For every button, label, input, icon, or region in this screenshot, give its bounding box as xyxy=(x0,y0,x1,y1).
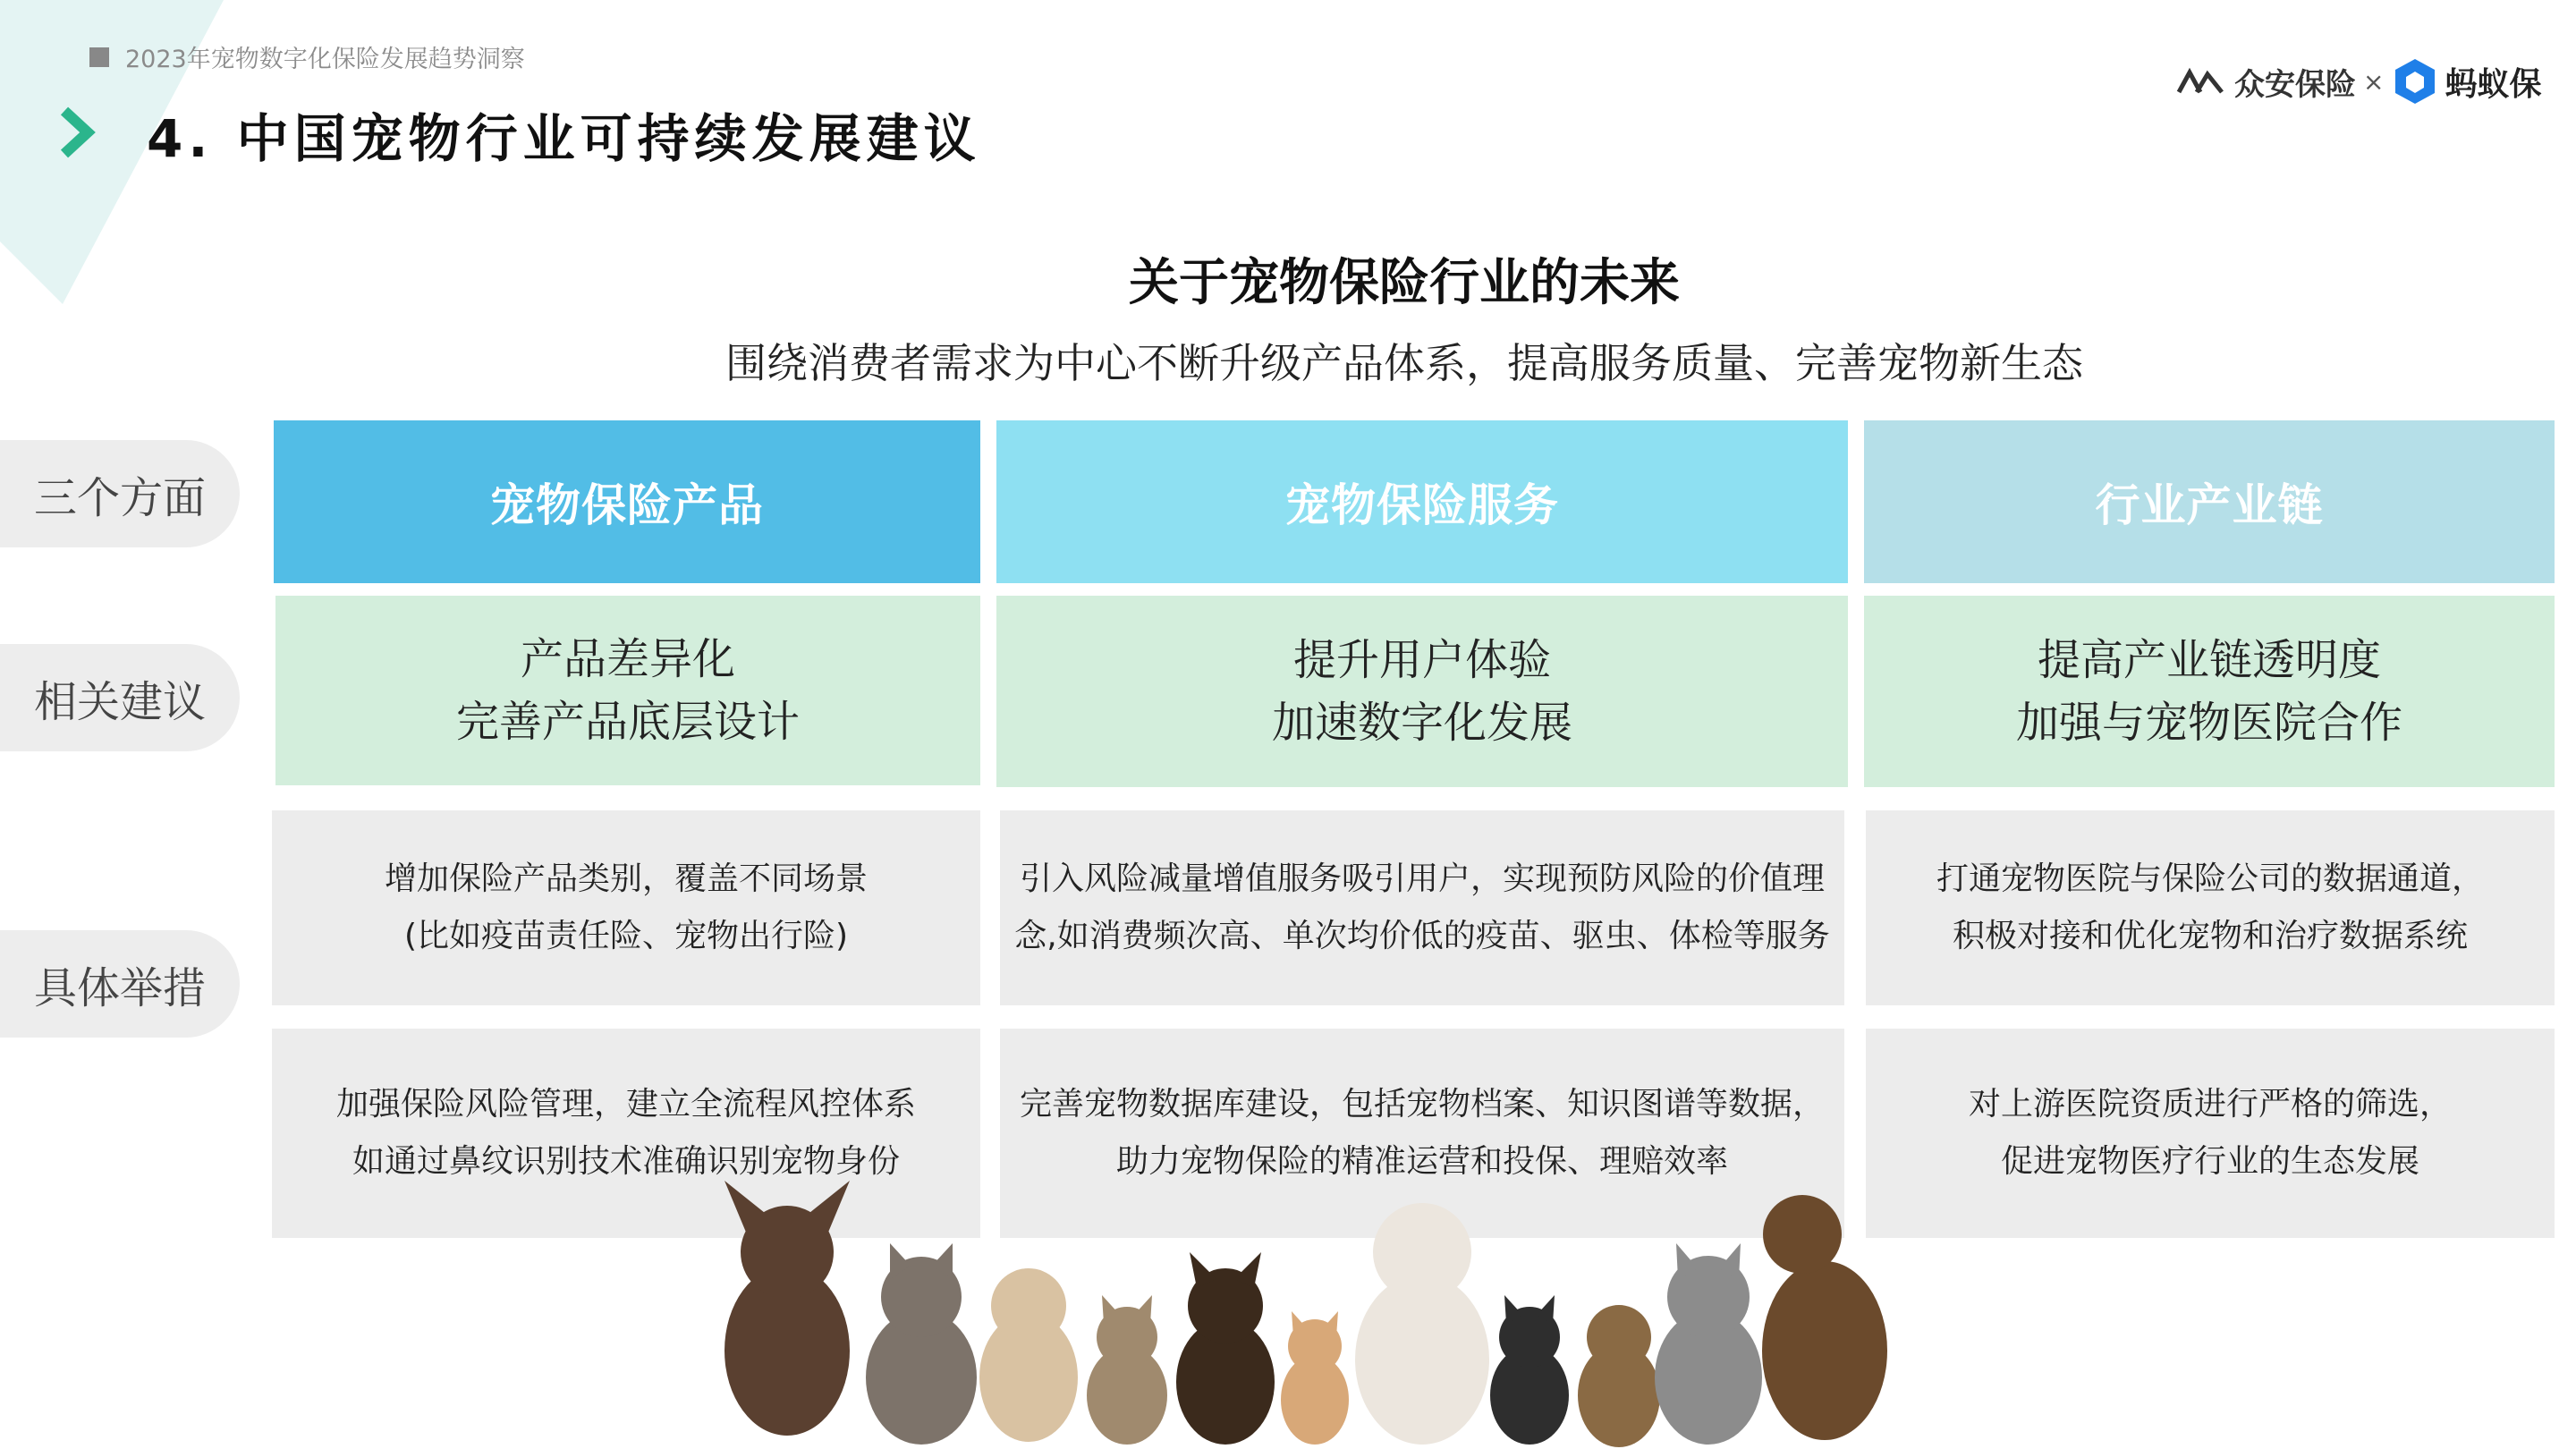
measure-line: 促进宠物医疗行业的生态发展 xyxy=(2000,1143,2419,1180)
grey-cat-silhouette xyxy=(1655,1243,1762,1445)
dog-silhouette xyxy=(724,1181,850,1436)
measure-line: 助力宠物保险的精准运营和投保、理赔效率 xyxy=(1115,1143,1728,1180)
measure-product-1 xyxy=(272,810,980,1005)
main-heading: 关于宠物保险行业的未来 xyxy=(1129,254,1680,312)
measure-line: 积极对接和优化宠物和治疗数据系统 xyxy=(1952,918,2468,954)
kitten-silhouette xyxy=(1087,1295,1167,1445)
column-header-product: 宠物保险产品 xyxy=(274,420,980,583)
recommendation-line: 产品差异化 xyxy=(520,634,735,684)
column-header-industry-chain: 行业产业链 xyxy=(1864,420,2555,583)
measure-line: 增加保险产品类别，覆盖不同场景 xyxy=(384,860,868,897)
page-title: 4. 中国宠物行业可持续发展建议 xyxy=(147,108,981,169)
recommendation-line: 提高产业链透明度 xyxy=(2037,635,2381,685)
brand-separator: × xyxy=(2363,66,2385,97)
measure-line: 引入风险减量增值服务吸引用户，实现预防风险的价值理 xyxy=(1019,860,1825,897)
yorkie-silhouette xyxy=(1578,1305,1660,1447)
zhongan-logo-icon xyxy=(2175,65,2227,97)
measure-line: 加强保险风险管理，建立全流程风控体系 xyxy=(335,1086,916,1123)
orange-kitten-silhouette xyxy=(1281,1311,1349,1445)
side-label-measures: 具体举措 xyxy=(0,930,240,1038)
side-label-aspects: 三个方面 xyxy=(0,440,240,547)
measure-service-1 xyxy=(1000,810,1844,1005)
brand-mayibao: 蚂蚁保 xyxy=(2445,65,2542,103)
sub-heading: 围绕消费者需求为中心不断升级产品体系，提高服务质量、完善宠物新生态 xyxy=(725,339,2083,387)
recommendation-line: 提升用户体验 xyxy=(1292,635,1551,685)
puppy-silhouette xyxy=(979,1268,1078,1442)
measure-line: 念,如消费频次高、单次均价低的疫苗、驱虫、体检等服务 xyxy=(1014,918,1830,954)
hound-silhouette xyxy=(1762,1195,1887,1440)
brand-logos xyxy=(2175,55,2541,107)
recommendation-line: 加速数字化发展 xyxy=(1271,698,1572,748)
square-bullet-icon xyxy=(89,47,109,67)
pets-illustration xyxy=(707,1181,1905,1449)
measure-industry-chain-1 xyxy=(1866,810,2555,1005)
bulldog-silhouette xyxy=(1355,1203,1489,1445)
cat-silhouette xyxy=(866,1243,977,1445)
recommendation-industry-chain xyxy=(1864,596,2555,787)
recommendation-line: 完善产品底层设计 xyxy=(455,697,800,747)
measure-industry-chain-2 xyxy=(1866,1029,2555,1238)
tuxedo-kitten-silhouette xyxy=(1490,1295,1569,1445)
document-tag-text: 2023年宠物数字化保险发展趋势洞察 xyxy=(125,46,525,73)
recommendation-service xyxy=(996,596,1848,787)
recommendation-line: 加强与宠物医院合作 xyxy=(2015,698,2402,748)
column-header-service: 宠物保险服务 xyxy=(996,420,1848,583)
side-label-recommendations: 相关建议 xyxy=(0,644,240,751)
measure-line: 完善宠物数据库建设，包括宠物档案、知识图谱等数据， xyxy=(1019,1086,1825,1123)
recommendation-product xyxy=(275,596,980,785)
measure-line: 对上游医院资质进行严格的筛选， xyxy=(1968,1086,2452,1123)
chevron-right-icon xyxy=(55,106,100,159)
antbao-logo-icon xyxy=(2393,57,2437,106)
shepherd-puppy-silhouette xyxy=(1176,1252,1275,1445)
measure-line: 打通宠物医院与保险公司的数据通道， xyxy=(1936,860,2484,897)
brand-zhongan: 众安保险 xyxy=(2234,66,2356,103)
document-tag xyxy=(89,39,525,74)
measure-line: 如通过鼻纹识别技术准确识别宠物身份 xyxy=(352,1143,900,1180)
measure-line: (比如疫苗责任险、宠物出行险) xyxy=(403,918,849,954)
